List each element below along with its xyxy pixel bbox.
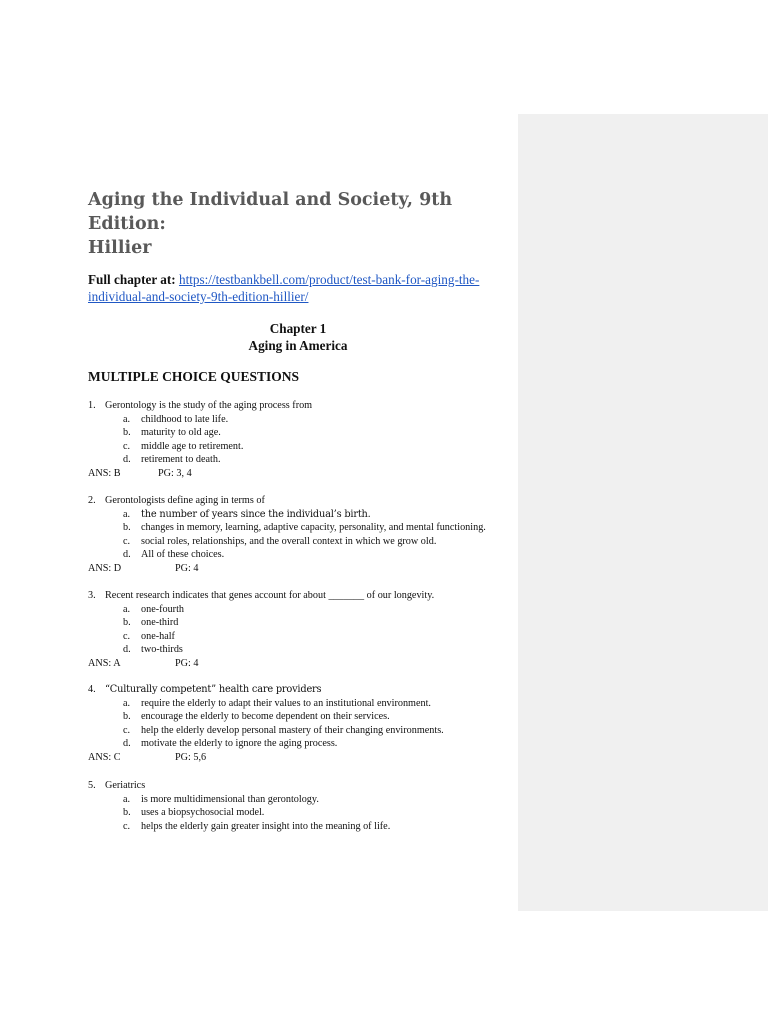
question-text: Recent research indicates that genes account for about _______ of our longevity. [105, 590, 435, 601]
option [88, 643, 518, 657]
title-line-1: Aging the Individual and Society, 9th Edition: [88, 190, 453, 234]
option-letter: a. [123, 603, 131, 615]
option-text: one-half [141, 630, 175, 642]
option-text: help the elderly develop personal mastery of their changing environments. [141, 724, 444, 736]
answer-line [88, 657, 518, 671]
option [88, 616, 518, 630]
option-text: retirement to death. [141, 454, 221, 466]
option-text: two-thirds [141, 644, 183, 656]
question-number: 1. [88, 400, 96, 411]
option-text: encourage the elderly to become dependent on their services. [141, 711, 390, 723]
option-text: is more multidimensional than gerontology. [141, 793, 319, 805]
option-text: helps the elderly gain greater insight into the meaning of life. [141, 820, 391, 832]
option [88, 603, 518, 617]
question-text: Gerontology is the study of the aging process from [105, 400, 313, 411]
option [88, 806, 518, 820]
answer-line [88, 751, 518, 765]
option-letter: b. [123, 711, 131, 723]
option-text: one-third [141, 617, 179, 629]
option-text: childhood to late life. [141, 413, 229, 425]
question-3 [88, 589, 518, 671]
answer-key: ANS: D [88, 562, 122, 574]
option [88, 630, 518, 644]
question-4 [88, 683, 518, 765]
full-chapter-line [88, 271, 508, 305]
option-letter: b. [123, 807, 131, 819]
full-chapter-link-part2: individual-and-society-9th-edition-hillier/ [88, 289, 309, 304]
option-text: maturity to old age. [141, 427, 221, 439]
option-letter: d. [123, 738, 131, 750]
option [88, 440, 518, 454]
option-text: motivate the elderly to ignore the aging process. [141, 738, 338, 750]
question-stem [88, 494, 518, 508]
question-stem [88, 683, 518, 697]
option [88, 820, 518, 834]
comment-pane [518, 114, 768, 911]
section-heading: MULTIPLE CHOICE QUESTIONS [88, 369, 300, 384]
option-letter: c. [123, 630, 131, 642]
option [88, 737, 518, 751]
page-reference: PG: 4 [175, 562, 199, 574]
option [88, 453, 518, 467]
option [88, 521, 518, 535]
option-letter: b. [123, 427, 131, 439]
title-line-2: Hillier [88, 238, 152, 258]
option [88, 426, 518, 440]
chapter-number: Chapter 1 [269, 321, 327, 336]
answer-line [88, 467, 518, 481]
question-number: 2. [88, 495, 96, 506]
option-text: uses a biopsychosocial model. [141, 807, 265, 819]
answer-key: ANS: B [88, 467, 121, 479]
question-stem [88, 399, 518, 413]
question-stem [88, 779, 518, 793]
page-reference: PG: 3, 4 [158, 467, 192, 479]
full-chapter-label: Full chapter at: [88, 272, 176, 287]
option-letter: a. [123, 413, 131, 425]
question-text: Gerontologists define aging in terms of [105, 495, 265, 506]
question-number: 4. [88, 684, 96, 695]
option-text: social roles, relationships, and the overall context in which we grow old. [141, 535, 437, 547]
option-text: middle age to retirement. [141, 440, 244, 452]
option [88, 710, 518, 724]
option-text: require the elderly to adapt their values to an institutional environment. [141, 697, 431, 709]
option-letter: a. [123, 508, 131, 520]
option [88, 724, 518, 738]
option-letter: a. [123, 793, 131, 805]
question-text: “Culturally competent” health care providers [105, 684, 322, 695]
option-letter: b. [123, 522, 131, 534]
option-letter: c. [123, 820, 131, 832]
option-text: All of these choices. [141, 549, 225, 561]
option-letter: c. [123, 724, 131, 736]
question-5 [88, 779, 518, 833]
chapter-name: Aging in America [248, 338, 348, 353]
option [88, 535, 518, 549]
option [88, 413, 518, 427]
option [88, 508, 518, 522]
option-letter: d. [123, 644, 131, 656]
answer-key: ANS: A [88, 657, 121, 669]
option-letter: d. [123, 549, 131, 561]
question-2 [88, 494, 518, 576]
page-reference: PG: 5,6 [175, 751, 207, 763]
option-text: the number of years since the individual’s birth. [141, 508, 371, 520]
option-letter: d. [123, 454, 131, 466]
full-chapter-link-part1: https://testbankbell.com/product/test-bank-for-aging-the- [178, 272, 480, 287]
question-number: 3. [88, 590, 96, 601]
answer-line [88, 562, 518, 576]
option-text: changes in memory, learning, adaptive capacity, personality, and mental functioning. [141, 522, 486, 534]
question-text: Geriatrics [105, 780, 146, 791]
option-letter: c. [123, 440, 131, 452]
option-letter: b. [123, 617, 131, 629]
option-letter: a. [123, 697, 131, 709]
option [88, 793, 518, 807]
question-stem [88, 589, 518, 603]
option [88, 697, 518, 711]
document-title [88, 188, 508, 260]
answer-key: ANS: C [88, 751, 121, 763]
question-1 [88, 399, 518, 481]
option-letter: c. [123, 535, 131, 547]
question-number: 5. [88, 780, 96, 791]
page-reference: PG: 4 [175, 657, 199, 669]
option-text: one-fourth [141, 603, 184, 615]
option [88, 548, 518, 562]
